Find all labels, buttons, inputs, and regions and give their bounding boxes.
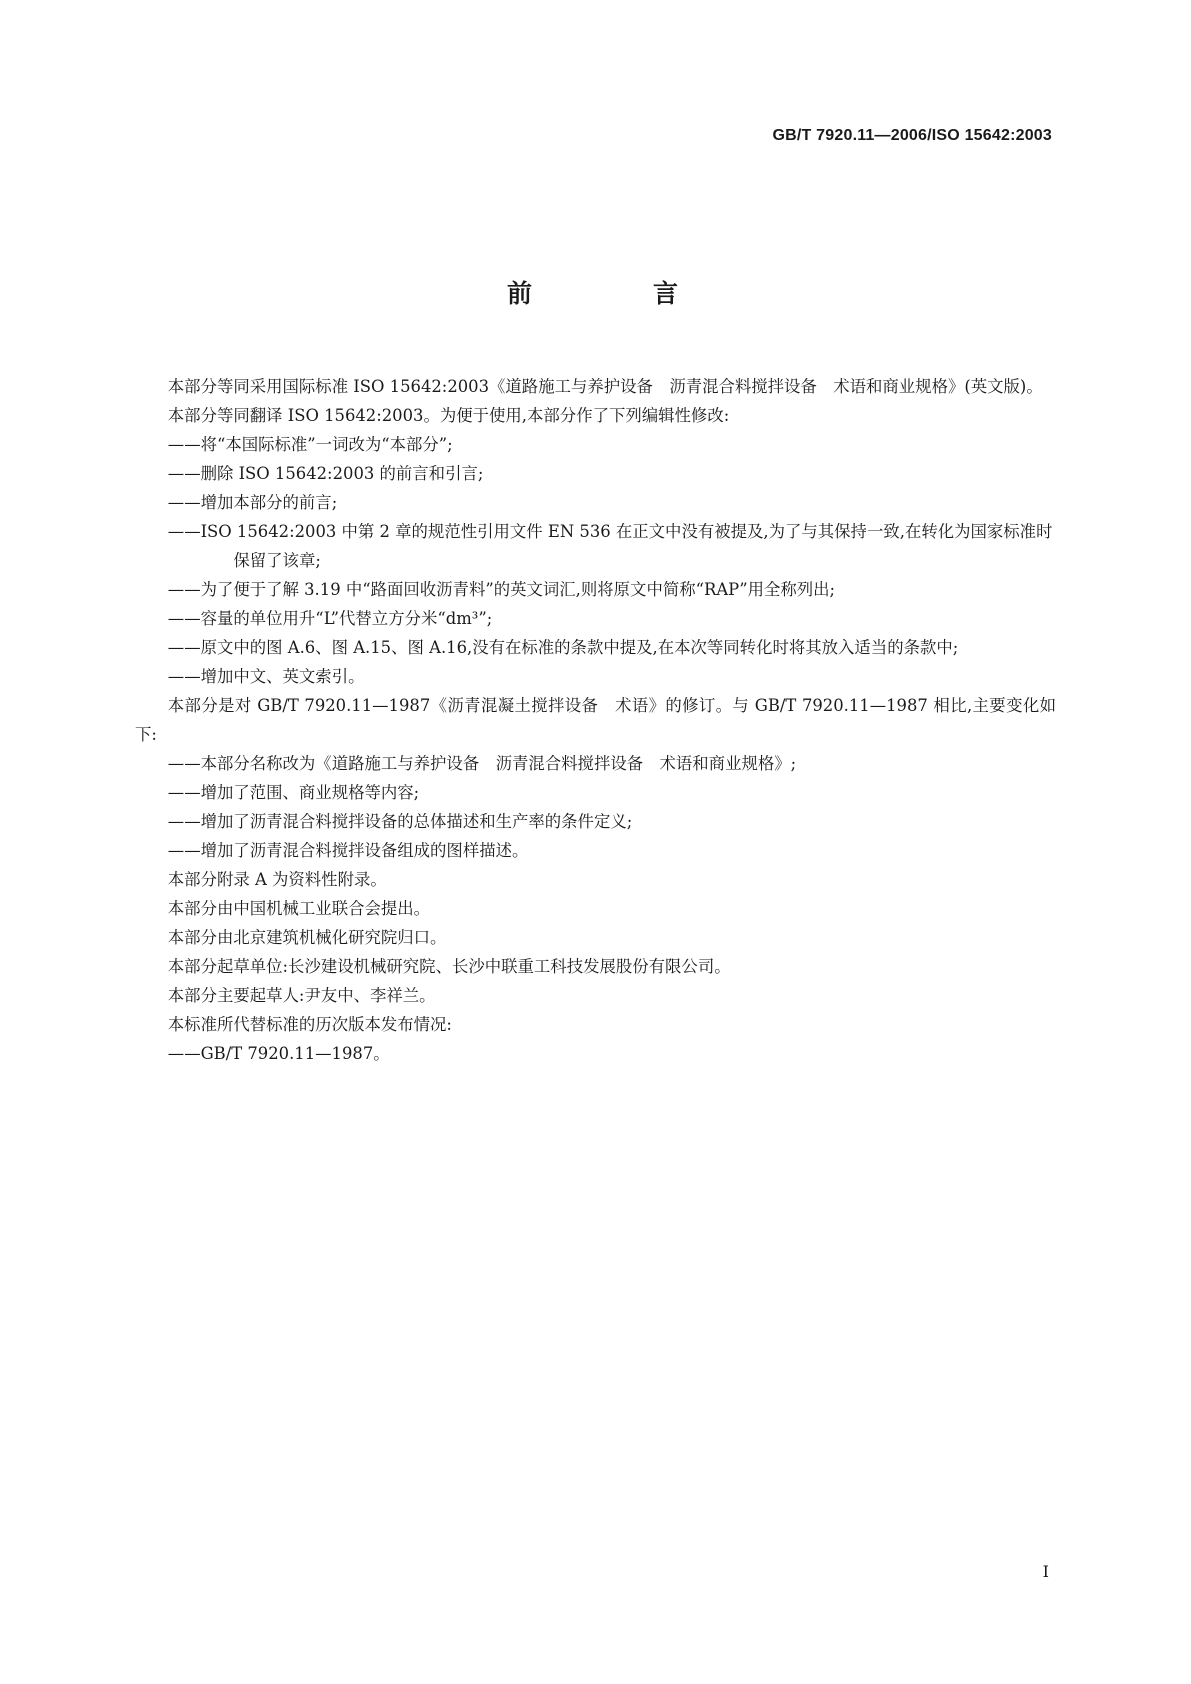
list-item: ——ISO 15642:2003 中第 2 章的规范性引用文件 EN 536 在正文中没有被提及,为了与其保持一致,在转化为国家标准时保留了该章; [167,522,1053,570]
paragraph: 本部分由中国机械工业联合会提出。 [167,899,431,918]
list-item: ——GB/T 7920.11—1987。 [167,1044,390,1063]
list-item: ——本部分名称改为《道路施工与养护设备 沥青混合料搅拌设备 术语和商业规格》; [167,754,797,773]
list-item: ——增加了沥青混合料搅拌设备组成的图样描述。 [167,841,529,860]
paragraph: 本部分由北京建筑机械化研究院归口。 [167,928,447,947]
paragraph: 本部分等同采用国际标准 ISO 15642:2003《道路施工与养护设备 沥青混合料搅拌设备 术语和商业规格》(英文版)。 [167,377,1043,396]
list-item: ——为了便于了解 3.19 中“路面回收沥青料”的英文词汇,则将原文中简称“RAP”用全称列出; [167,580,836,599]
paragraph: 本部分等同翻译 ISO 15642:2003。为便于使用,本部分作了下列编辑性修改: [167,406,730,425]
list-item: ——原文中的图 A.6、图 A.15、图 A.16,没有在标准的条款中提及,在本次等同转化时将其放入适当的条款中; [167,638,959,657]
page-number: I [1042,1562,1049,1581]
list-item: ——增加中文、英文索引。 [167,667,365,686]
paragraph: 本标准所代替标准的历次版本发布情况: [167,1015,452,1034]
list-item: ——增加本部分的前言; [167,493,338,512]
list-item: ——增加了范围、商业规格等内容; [167,783,420,802]
paragraph: 本部分是对 GB/T 7920.11—1987《沥青混凝土搅拌设备 术语》的修订。与 GB/T 7920.11—1987 相比,主要变化如下: [135,696,1056,744]
list-item: ——将“本国际标准”一词改为“本部分”; [167,435,453,454]
paragraph: 本部分附录 A 为资料性附录。 [167,870,387,889]
list-item: ——删除 ISO 15642:2003 的前言和引言; [167,464,484,483]
body-content [135,372,1056,1068]
document-header: GB/T 7920.11—2006/ISO 15642:2003 [772,127,1052,144]
list-item: ——容量的单位用升“L”代替立方分米“dm³”; [167,609,493,628]
paragraph: 本部分起草单位:长沙建设机械研究院、长沙中联重工科技发展股份有限公司。 [167,957,731,976]
paragraph: 本部分主要起草人:尹友中、李祥兰。 [167,986,436,1005]
list-item: ——增加了沥青混合料搅拌设备的总体描述和生产率的条件定义; [167,812,633,831]
page-title: 前 言 [506,279,726,308]
